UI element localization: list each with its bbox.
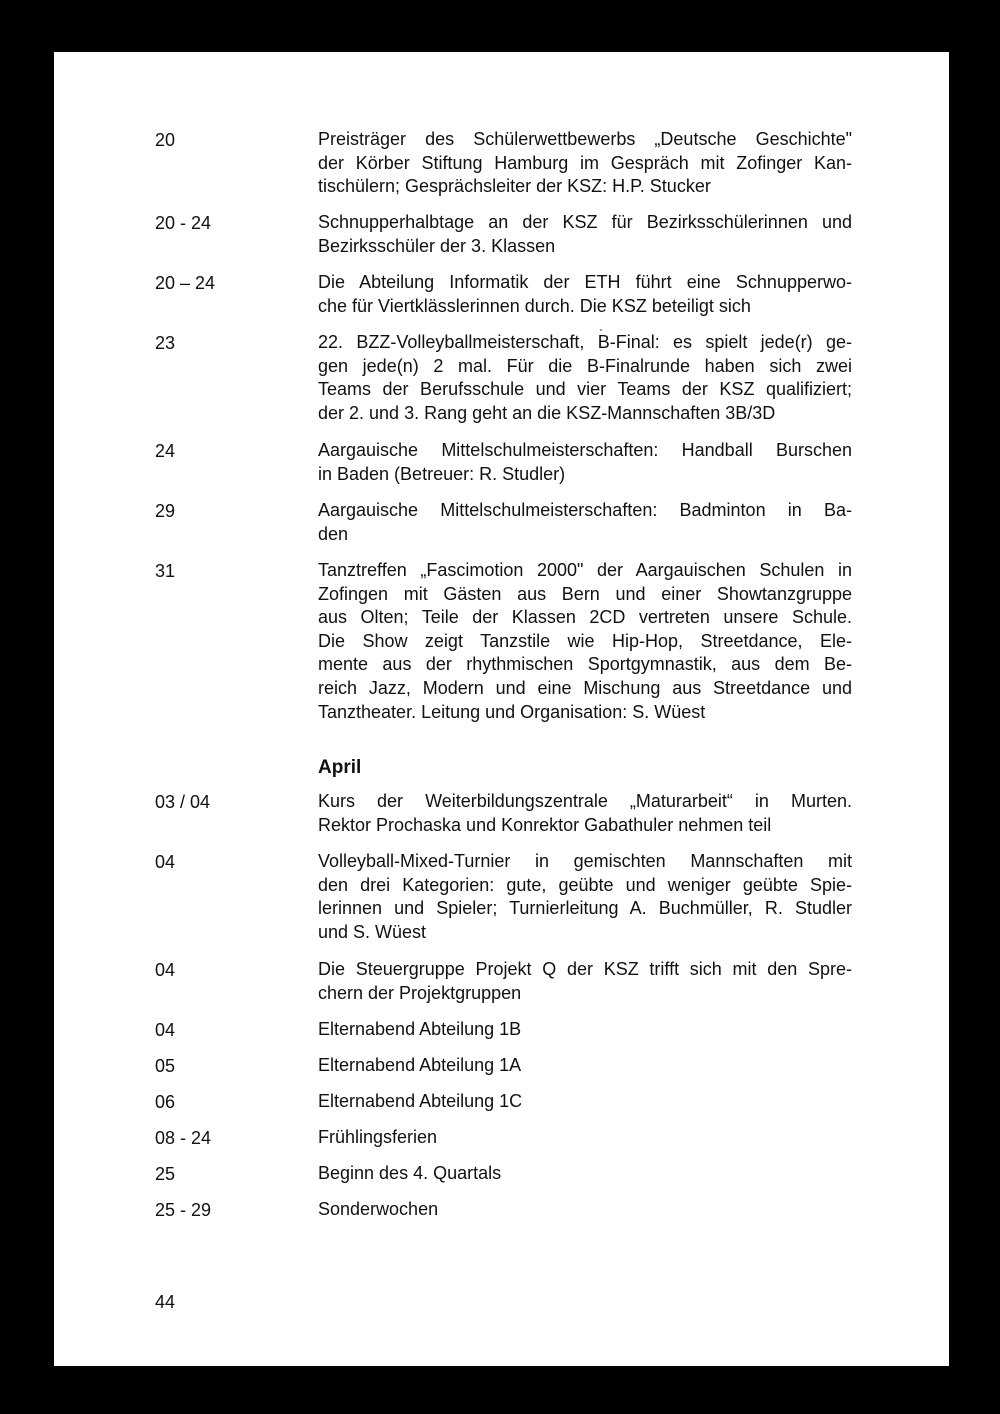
entry-date: 25	[155, 1164, 176, 1184]
entry-description	[318, 331, 852, 425]
entry-date: 25 - 29	[155, 1200, 212, 1220]
page-number: 44	[155, 1292, 176, 1312]
description-line: Die Show zeigt Tanzstile wie Hip-Hop, Streetdance, Ele-	[318, 630, 852, 651]
document-page	[54, 52, 949, 1366]
description-line: Beginn des 4. Quartals	[318, 1163, 502, 1183]
description-line: Tanztreffen „Fascimotion 2000" der Aargauischen Schulen in	[318, 560, 852, 580]
description-line: in Baden (Betreuer: R. Studler)	[318, 463, 566, 484]
entry-date: 06	[155, 1092, 176, 1112]
description-line: lerinnen und Spieler; Turnierleitung A. Buchmüller, R. Studler	[318, 898, 852, 919]
description-line: Elternabend Abteilung 1A	[318, 1055, 522, 1075]
entry-description	[318, 1054, 852, 1078]
description-line: Die Steuergruppe Projekt Q der KSZ trifft sich mit den Spre-	[318, 959, 852, 979]
entry-date: 24	[155, 441, 176, 461]
description-line: Tanztheater. Leitung und Organisation: S. Wüest	[318, 701, 706, 722]
entry-description	[318, 850, 852, 944]
description-line: Schnupperhalbtage an der KSZ für Bezirksschülerinnen und	[318, 212, 852, 232]
entry-description	[318, 271, 852, 318]
description-line: tischülern; Gesprächsleiter der KSZ: H.P. Stucker	[318, 176, 711, 197]
description-line: che für Viertklässlerinnen durch. Die KSZ beteiligt sich	[318, 295, 751, 316]
entry-date: 20 – 24	[155, 273, 216, 293]
entry-description	[318, 1126, 852, 1150]
entry-date: 08 - 24	[155, 1128, 212, 1148]
description-line: Die Abteilung Informatik der ETH führt eine Schnupperwo-	[318, 272, 852, 292]
description-line: Elternabend Abteilung 1B	[318, 1019, 522, 1039]
description-line: gen jede(n) 2 mal. Für die B-Finalrunde haben sich zwei	[318, 355, 852, 376]
description-line: Preisträger des Schülerwettbewerbs „Deutsche Geschichte"	[318, 129, 852, 149]
entry-description	[318, 790, 852, 837]
entry-description	[318, 211, 852, 258]
entry-description	[318, 1018, 852, 1042]
description-line: Sonderwochen	[318, 1199, 439, 1219]
description-line: Aargauische Mittelschulmeisterschaften: Badminton in Ba-	[318, 500, 852, 520]
entry-description	[318, 128, 852, 199]
description-line: der 2. und 3. Rang geht an die KSZ-Mannschaften 3B/3D	[318, 402, 776, 423]
entry-description	[318, 1162, 852, 1186]
entry-date: 20	[155, 130, 176, 150]
description-line: 22. BZZ-Volleyballmeisterschaft, B-Final: es spielt jede(r) ge-	[318, 332, 852, 352]
entry-description	[318, 958, 852, 1005]
description-line: den	[318, 523, 349, 544]
description-line: der Körber Stiftung Hamburg im Gespräch mit Zofinger Kan-	[318, 152, 852, 173]
description-line: Kurs der Weiterbildungszentrale „Maturarbeit“ in Murten.	[318, 791, 852, 811]
entry-description	[318, 499, 852, 546]
description-line: und S. Wüest	[318, 921, 427, 942]
entry-date: 03 / 04	[155, 792, 211, 812]
description-line: Rektor Prochaska und Konrektor Gabathuler nehmen teil	[318, 814, 772, 835]
entry-date: 04	[155, 1020, 176, 1040]
description-line: Bezirksschüler der 3. Klassen	[318, 235, 556, 256]
description-line: Aargauische Mittelschulmeisterschaften: Handball Burschen	[318, 440, 852, 460]
description-line: aus Olten; Teile der Klassen 2CD vertreten unsere Schule.	[318, 607, 852, 628]
month-heading-april: April	[318, 757, 362, 778]
entry-date: 31	[155, 561, 176, 581]
description-line: Elternabend Abteilung 1C	[318, 1091, 523, 1111]
entry-date: 23	[155, 333, 176, 353]
entry-date: 20 - 24	[155, 213, 212, 233]
entry-description	[318, 1090, 852, 1114]
entry-date: 29	[155, 501, 176, 521]
entry-description	[318, 1198, 852, 1222]
description-line: Volleyball-Mixed-Turnier in gemischten Mannschaften mit	[318, 851, 852, 871]
entry-date: 04	[155, 852, 176, 872]
description-line: den drei Kategorien: gute, geübte und weniger geübte Spie-	[318, 874, 852, 895]
description-line: Teams der Berufsschule und vier Teams der KSZ qualifiziert;	[318, 379, 852, 400]
description-line: reich Jazz, Modern und eine Mischung aus Streetdance und	[318, 677, 852, 698]
description-line: chern der Projektgruppen	[318, 982, 522, 1003]
description-line: mente aus der rhythmischen Sportgymnastik, aus dem Be-	[318, 654, 852, 675]
description-line: Zofingen mit Gästen aus Bern und einer Showtanzgruppe	[318, 583, 852, 604]
entry-description	[318, 439, 852, 486]
entry-date: 04	[155, 960, 176, 980]
description-line: Frühlingsferien	[318, 1127, 438, 1147]
entry-date: 05	[155, 1056, 176, 1076]
entry-description	[318, 559, 852, 724]
